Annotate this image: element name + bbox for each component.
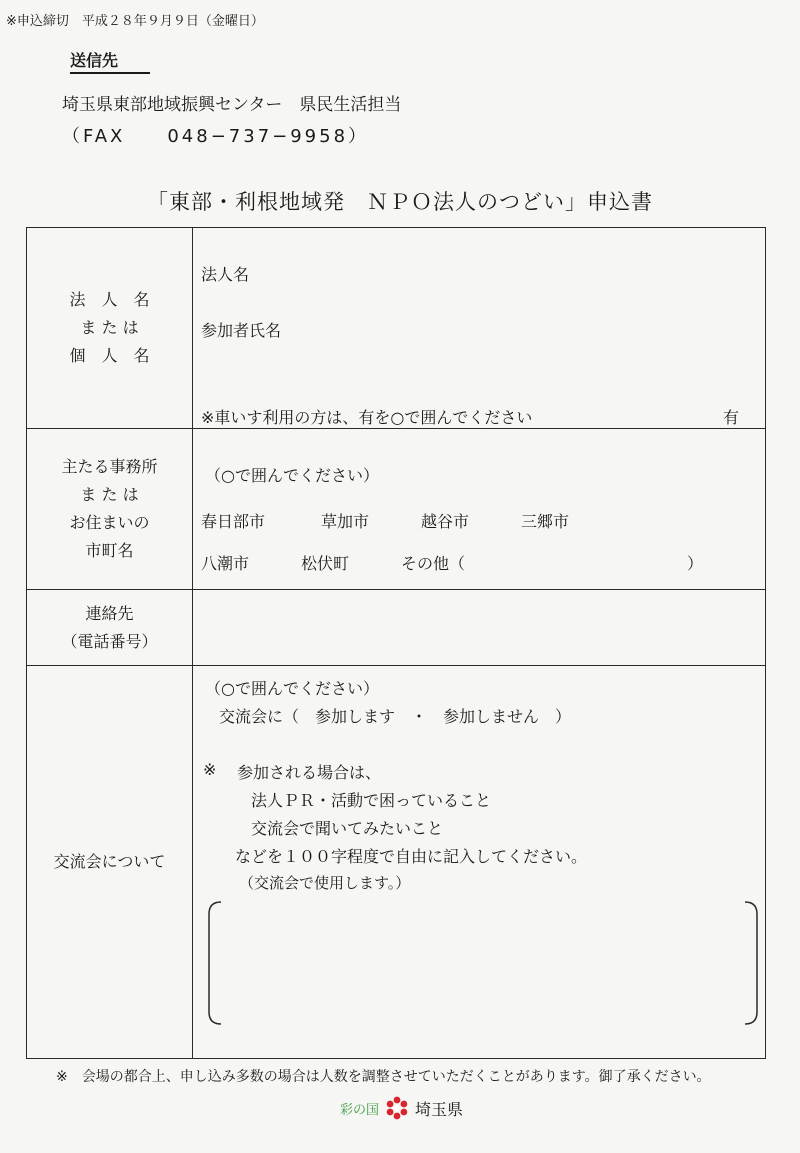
saitama-logo: [340, 1096, 463, 1120]
application-deadline: ※申込締切 平成２８年９月９日（金曜日）: [6, 14, 264, 29]
office-label-line: お住まいの: [69, 513, 150, 532]
corp-label-line: ま た は: [80, 318, 139, 337]
contact-input-cell[interactable]: [193, 590, 766, 666]
corp-name-input-cell[interactable]: [193, 228, 766, 429]
city-kasukabe[interactable]: 春日部市: [201, 512, 266, 531]
exchange-note-title: 参加される場合は、: [237, 763, 382, 782]
comment-area-brackets[interactable]: [203, 898, 763, 1028]
city-other-close: ）: [687, 554, 704, 573]
wheelchair-note: ※車いす利用の方は、有を○で囲んでください: [201, 408, 533, 427]
office-label-line: ま た は: [80, 485, 139, 504]
office-label-line: 市町名: [85, 541, 134, 560]
city-yashio[interactable]: 八潮市: [201, 554, 250, 573]
exchange-note-item: （交流会で使用します。）: [239, 874, 411, 892]
contact-label-cell: [27, 590, 193, 666]
city-matsubushi[interactable]: 松伏町: [301, 554, 350, 573]
saitama-flower-icon: [385, 1096, 409, 1120]
corp-label-line: 個 人 名: [69, 346, 150, 365]
logo-text: 彩の国: [340, 1102, 380, 1118]
city-soka[interactable]: 草加市: [321, 512, 370, 531]
form-title: 「東部・利根地域発 ＮＰＯ法人のつどい」申込書: [147, 190, 653, 214]
office-label-line: 主たる事務所: [61, 457, 158, 476]
contact-row: [27, 590, 766, 666]
city-misato[interactable]: 三郷市: [521, 512, 570, 531]
exchange-row: [27, 666, 766, 1059]
corp-name-row: [27, 228, 766, 429]
corp-label-line: 法 人 名: [69, 290, 150, 309]
office-input-cell: [193, 429, 766, 590]
exchange-note-mark: ※: [203, 760, 217, 779]
exchange-label: 交流会について: [53, 852, 166, 871]
footer-note: ※ 会場の都合上、申し込み多数の場合は人数を調整させていただくことがあります。御了承ください。: [56, 1069, 711, 1085]
contact-label-line: 連絡先: [85, 603, 134, 623]
office-label-cell: [27, 429, 193, 590]
exchange-note-item: 交流会で聞いてみたいこと: [251, 819, 444, 838]
corp-name-label: 法人名: [201, 265, 250, 284]
office-instruction: （○で囲んでください）: [205, 466, 379, 485]
exchange-participation-choice[interactable]: 交流会に（ 参加します ・ 参加しません ）: [219, 707, 572, 726]
destination-label: 送信先: [70, 48, 150, 74]
participant-name-label: 参加者氏名: [201, 321, 282, 340]
destination-name: 埼玉県東部地域振興センター 県民生活担当: [62, 95, 402, 115]
exchange-instruction: （○で囲んでください）: [205, 679, 379, 698]
city-koshigaya[interactable]: 越谷市: [421, 512, 470, 531]
city-other-label[interactable]: その他（: [401, 554, 466, 573]
corp-name-label-cell: [27, 228, 193, 429]
exchange-input-cell: [193, 666, 766, 1059]
exchange-note-item: などを１００字程度で自由に記入してください。: [235, 847, 588, 866]
exchange-note-item: 法人ＰＲ・活動で困っていること: [251, 791, 492, 810]
application-form-table: [26, 227, 766, 1059]
office-row: [27, 429, 766, 590]
destination-fax: （FAX 048−737−9958）: [62, 126, 370, 147]
exchange-label-cell: [27, 666, 193, 1059]
contact-label-line: （電話番号）: [61, 631, 158, 651]
prefecture-name: 埼玉県: [415, 1099, 464, 1119]
wheelchair-option[interactable]: 有: [723, 408, 740, 427]
